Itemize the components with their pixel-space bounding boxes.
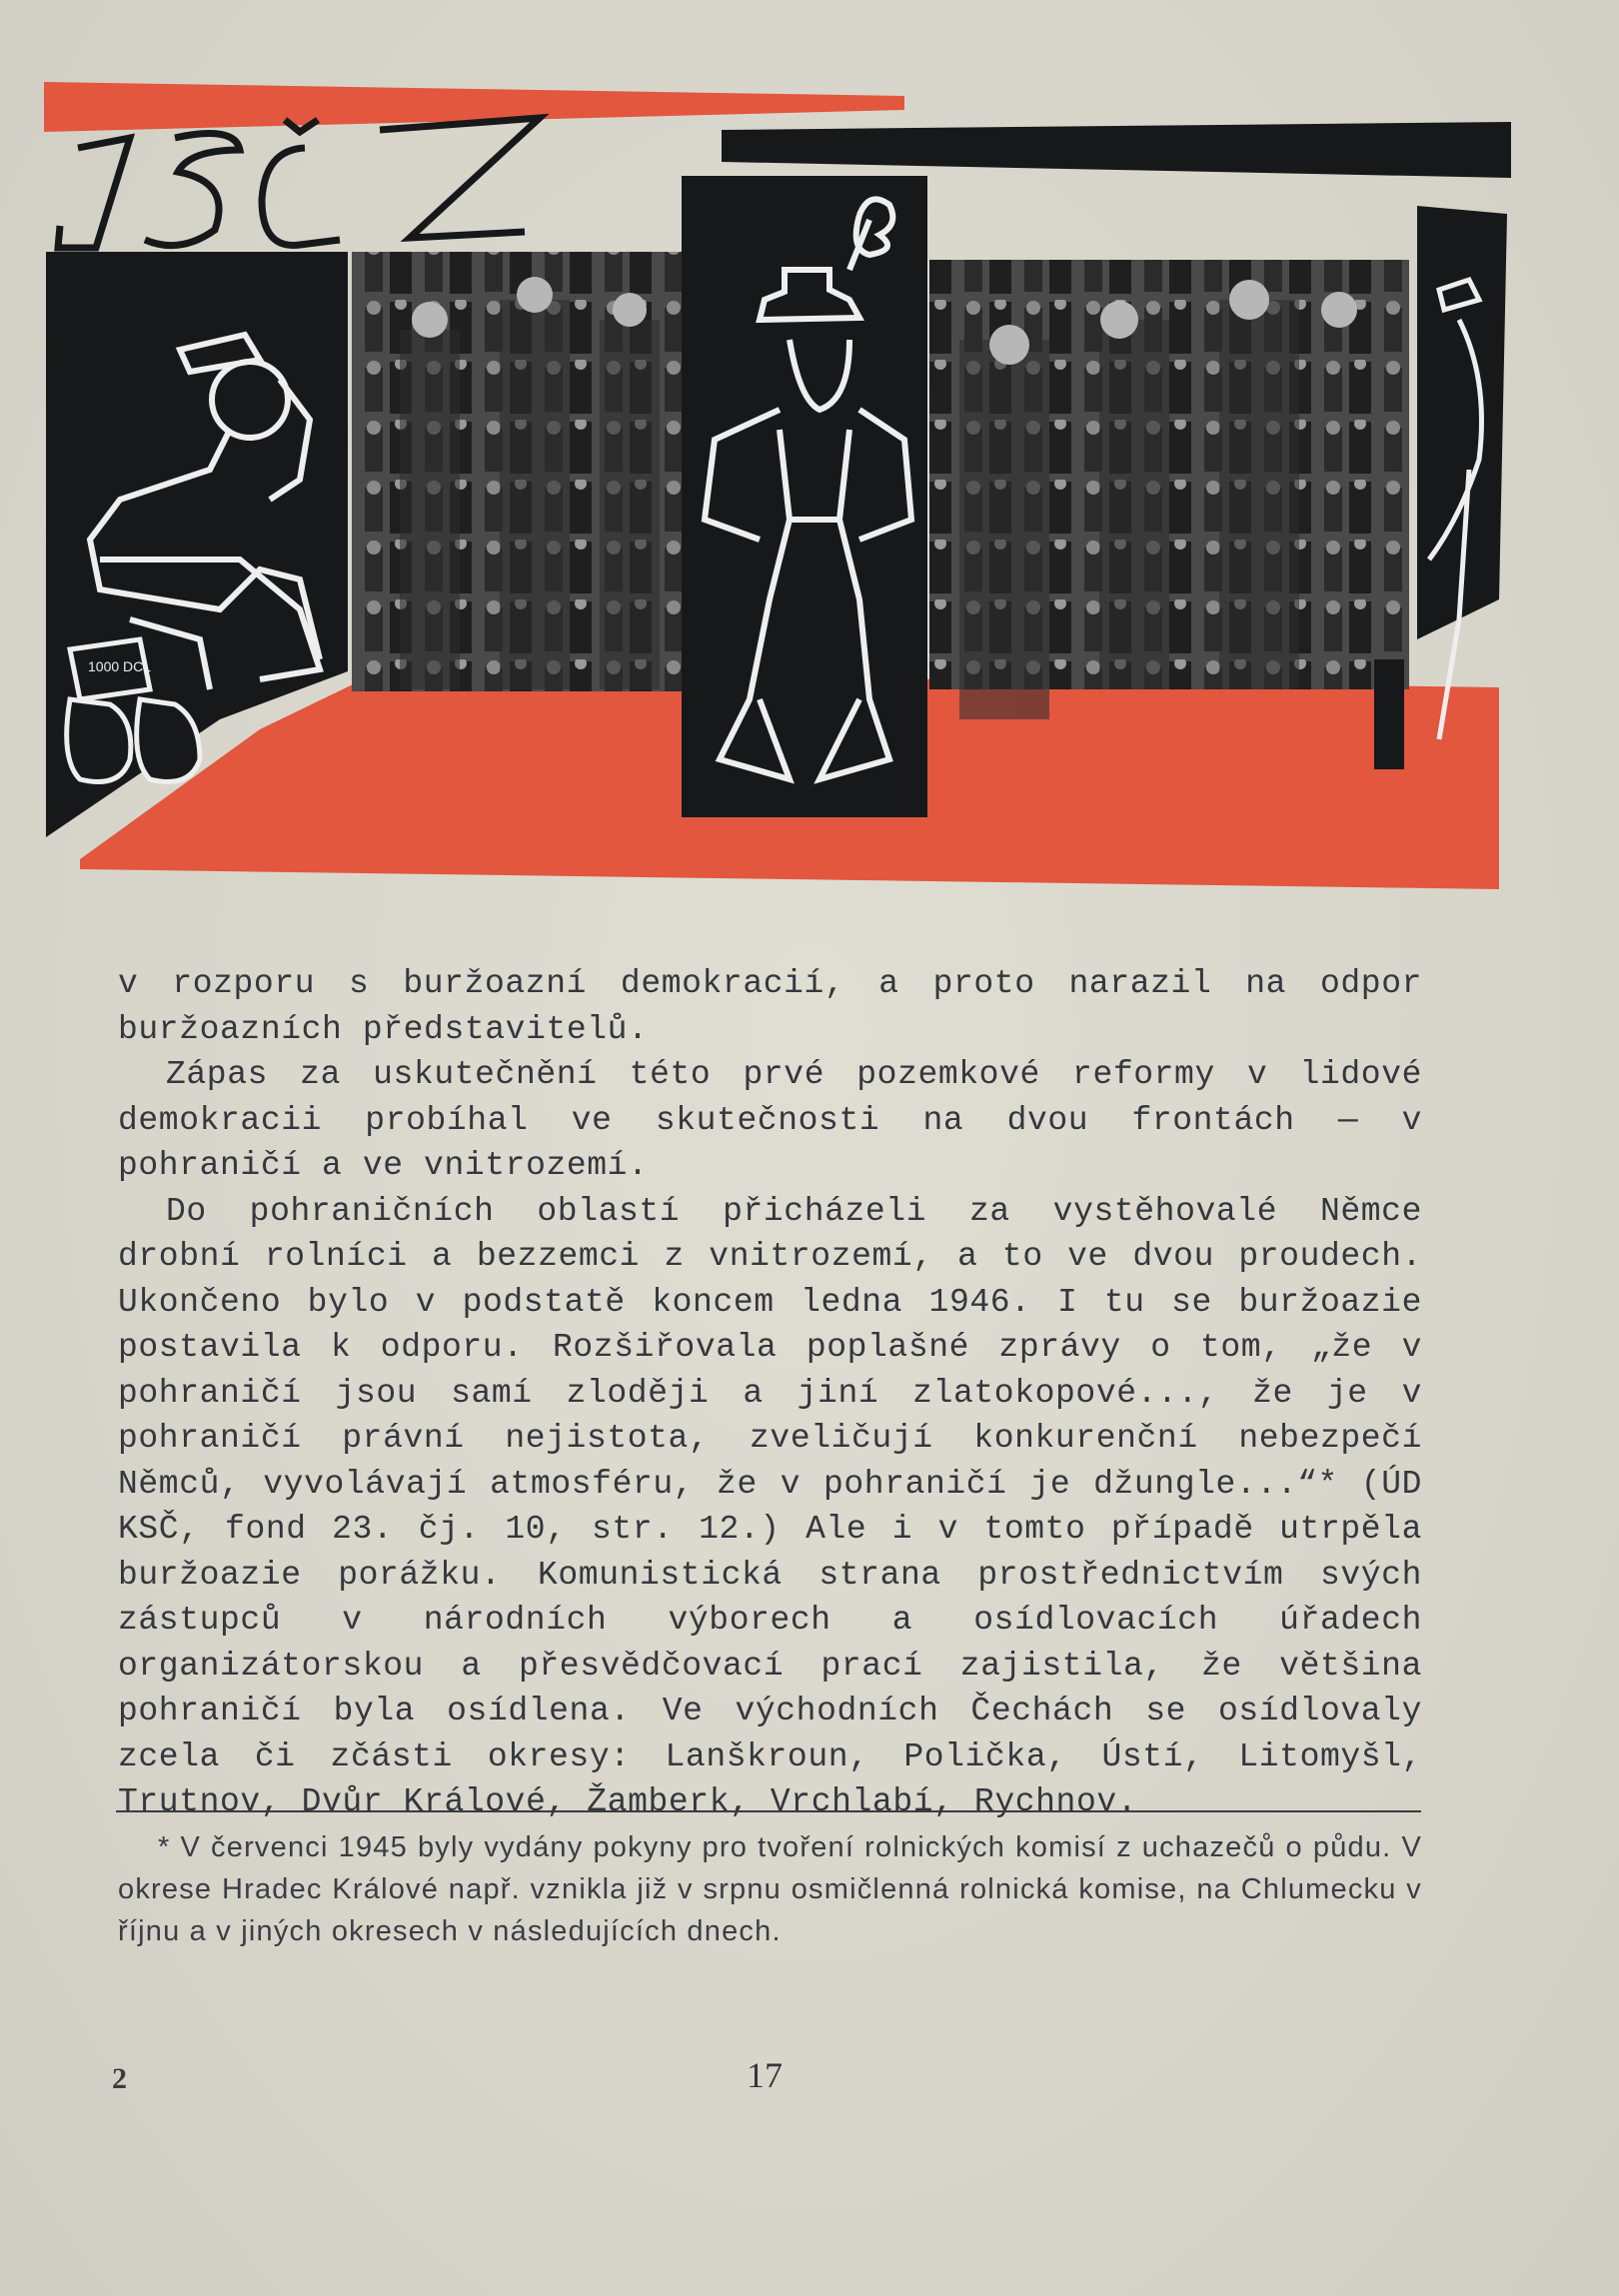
sack-label: 1000 DCL — [88, 658, 152, 674]
body-text — [118, 961, 1422, 1825]
footnote: * V červenci 1945 byly vydány pokyny pro tvoření rolnických komisí z uchazečů o půdu. V okrese Hradec Králové např. vznikla již v srpnu osmičlenná rolnická komise, na Chlumecku v říjnu a v jiných okresech v následujících dnech. — [118, 1831, 1422, 1947]
signature-mark: 2 — [112, 2062, 127, 2095]
paragraph-3: Do pohraničních oblastí přicházeli za vystěhovalé Němce drobní rolníci a bezzemci z vnitrozemí, a to ve dvou proudech. Ukončeno bylo v podstatě koncem ledna 1946. I tu se buržoazie postavila k odporu. Rozšiřovala poplašné zprávy o tom, „že v pohraničí jsou samí zloději a jiní zlatokopové..., že je v pohraničí právní nejistota, zveličují konkurenční nebezpečí Němců, vyvolávají atmosféru, že v pohraničí je džungle...“* (ÚD KSČ, fond 23. čj. 10, str. 12.) Ale i v tomto případě utrpěla buržoazie porážku. Komunistická strana prostřednictvím svých zástupců v národních výborech a osídlovacích úřadech organizátorskou a přesvědčovací prací zajistila, že většina pohraničí byla osídlena. Ve východních Čechách se osídlovaly zcela či zčásti okresy: Lanškroun, Polička, Ústí, Litomyšl, Trutnov, Dvůr Králové, Žamberk, Vrchlabí, Rychnov. — [118, 1192, 1422, 1820]
right-leg — [1374, 659, 1404, 769]
footnote-divider — [116, 1810, 1421, 1812]
page-number: 17 — [747, 2055, 783, 2095]
paragraph-1: v rozporu s buržoazní demokracií, a proto narazil na odpor buržoazních představitelů. — [118, 965, 1422, 1048]
header-illustration — [0, 0, 1619, 909]
black-top-bar — [722, 122, 1511, 178]
paragraph-2: Zápas za uskutečnění této prvé pozemkové reformy v lidové demokracii probíhal ve skutečnosti na dvou frontách — v pohraničí a ve vnitrozemí. — [118, 1056, 1422, 1184]
jscz-logo — [58, 118, 540, 248]
collage-svg — [0, 0, 1619, 909]
